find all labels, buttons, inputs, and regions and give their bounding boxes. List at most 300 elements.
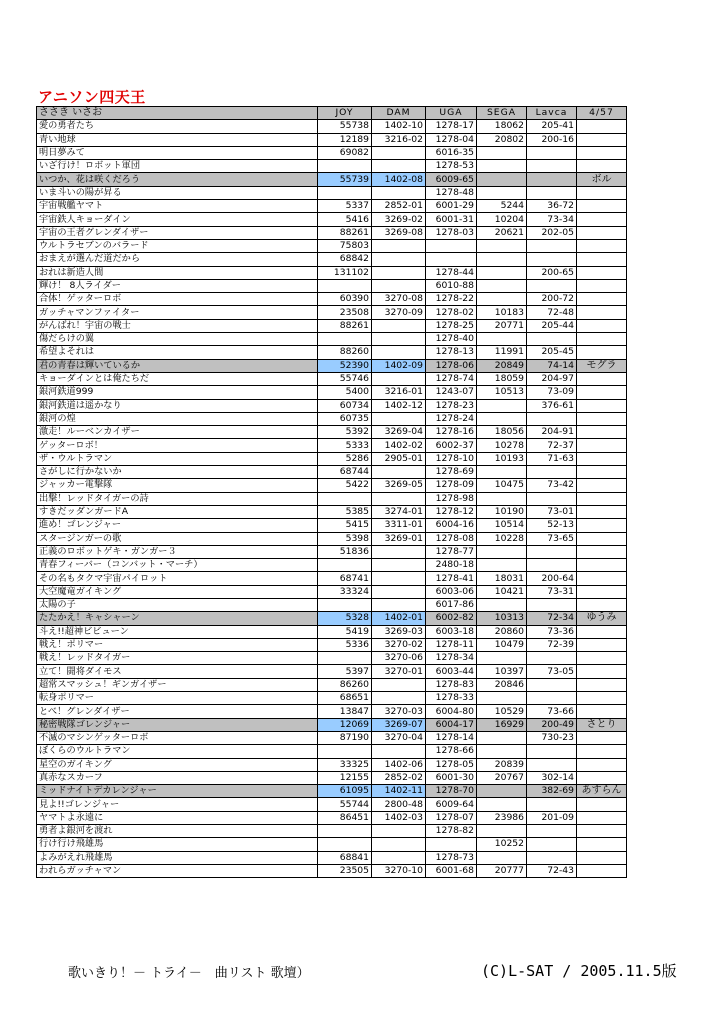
lavca-number: 73-34 bbox=[527, 213, 577, 226]
table-row bbox=[37, 279, 627, 292]
table-row bbox=[37, 785, 627, 798]
singer-mark bbox=[577, 479, 627, 492]
lavca-number: 72-43 bbox=[527, 864, 577, 877]
song-title: ジャッカー電撃隊 bbox=[37, 479, 318, 492]
song-title: いつか、花は咲くだろう bbox=[37, 173, 318, 186]
lavca-number: 73-66 bbox=[527, 705, 577, 718]
singer-mark bbox=[577, 798, 627, 811]
table-row bbox=[37, 718, 627, 731]
dam-number bbox=[372, 838, 426, 851]
col-header-uga: UGA bbox=[426, 107, 477, 120]
song-title: 銀河鉄道999 bbox=[37, 386, 318, 399]
dam-number: 3270-09 bbox=[372, 306, 426, 319]
footer-copyright: (C)L-SAT / 2005.11.5版 bbox=[481, 962, 677, 980]
dam-number: 3270-06 bbox=[372, 652, 426, 665]
table-row bbox=[37, 492, 627, 505]
lavca-number: 205-41 bbox=[527, 120, 577, 133]
sega-number bbox=[477, 173, 527, 186]
sega-number: 20777 bbox=[477, 864, 527, 877]
song-title: 愛の勇者たち bbox=[37, 120, 318, 133]
sega-number bbox=[477, 293, 527, 306]
uga-number: 1278-04 bbox=[426, 133, 477, 146]
uga-number: 1278-13 bbox=[426, 346, 477, 359]
song-title: 行け行け飛雄馬 bbox=[37, 838, 318, 851]
sega-number bbox=[477, 785, 527, 798]
song-title: 秘密戦隊ゴレンジャー bbox=[37, 718, 318, 731]
lavca-number: 205-44 bbox=[527, 319, 577, 332]
joy-number: 52390 bbox=[318, 359, 372, 372]
table-row bbox=[37, 545, 627, 558]
table-row bbox=[37, 479, 627, 492]
song-title: 戦え！レッドタイガー bbox=[37, 652, 318, 665]
song-title: 転身ポリマー bbox=[37, 692, 318, 705]
lavca-number bbox=[527, 825, 577, 838]
uga-number: 1278-06 bbox=[426, 359, 477, 372]
lavca-number: 730-23 bbox=[527, 731, 577, 744]
joy-number: 55744 bbox=[318, 798, 372, 811]
uga-number: 1278-08 bbox=[426, 532, 477, 545]
uga-number bbox=[426, 253, 477, 266]
dam-number: 3216-02 bbox=[372, 133, 426, 146]
uga-number: 1278-70 bbox=[426, 785, 477, 798]
sega-number: 10183 bbox=[477, 306, 527, 319]
dam-number: 1402-08 bbox=[372, 173, 426, 186]
song-title: おれは新造人間 bbox=[37, 266, 318, 279]
dam-number: 3274-01 bbox=[372, 505, 426, 518]
singer-mark bbox=[577, 585, 627, 598]
lavca-number bbox=[527, 146, 577, 159]
uga-number: 1278-12 bbox=[426, 505, 477, 518]
singer-mark bbox=[577, 545, 627, 558]
singer-mark bbox=[577, 133, 627, 146]
uga-number: 1278-25 bbox=[426, 319, 477, 332]
table-row bbox=[37, 399, 627, 412]
song-title: 宇宙の王者グレンダイザー bbox=[37, 226, 318, 239]
singer-mark: モグラ bbox=[577, 359, 627, 372]
table-row bbox=[37, 851, 627, 864]
sega-number: 18059 bbox=[477, 372, 527, 385]
uga-number: 1278-09 bbox=[426, 479, 477, 492]
joy-number: 86451 bbox=[318, 811, 372, 824]
sega-number bbox=[477, 239, 527, 252]
lavca-number bbox=[527, 186, 577, 199]
uga-number: 1278-48 bbox=[426, 186, 477, 199]
sega-number: 10529 bbox=[477, 705, 527, 718]
table-row bbox=[37, 412, 627, 425]
sega-number: 11991 bbox=[477, 346, 527, 359]
singer-mark bbox=[577, 346, 627, 359]
uga-number: 1278-05 bbox=[426, 758, 477, 771]
uga-number: 1278-16 bbox=[426, 426, 477, 439]
table-row bbox=[37, 146, 627, 159]
song-table bbox=[36, 106, 627, 878]
dam-number bbox=[372, 585, 426, 598]
joy-number: 5286 bbox=[318, 452, 372, 465]
lavca-number bbox=[527, 253, 577, 266]
table-row bbox=[37, 559, 627, 572]
sega-number bbox=[477, 160, 527, 173]
joy-number: 60735 bbox=[318, 412, 372, 425]
sega-number bbox=[477, 186, 527, 199]
uga-number: 6009-65 bbox=[426, 173, 477, 186]
lavca-number bbox=[527, 466, 577, 479]
song-title: 真赤なスカーフ bbox=[37, 771, 318, 784]
singer-mark: あすらん bbox=[577, 785, 627, 798]
sega-number: 23986 bbox=[477, 811, 527, 824]
joy-number bbox=[318, 279, 372, 292]
singer-mark bbox=[577, 572, 627, 585]
lavca-number: 71-63 bbox=[527, 452, 577, 465]
uga-number: 1278-07 bbox=[426, 811, 477, 824]
song-title: 出撃！レッドタイガーの詩 bbox=[37, 492, 318, 505]
lavca-number: 52-13 bbox=[527, 519, 577, 532]
joy-number: 5397 bbox=[318, 665, 372, 678]
uga-number: 1278-03 bbox=[426, 226, 477, 239]
joy-number: 55738 bbox=[318, 120, 372, 133]
singer-mark bbox=[577, 266, 627, 279]
lavca-number: 382-69 bbox=[527, 785, 577, 798]
sega-number bbox=[477, 652, 527, 665]
lavca-number: 36-72 bbox=[527, 200, 577, 213]
dam-number: 3270-02 bbox=[372, 638, 426, 651]
sega-number: 10204 bbox=[477, 213, 527, 226]
table-row bbox=[37, 346, 627, 359]
singer-mark bbox=[577, 306, 627, 319]
uga-number: 1278-10 bbox=[426, 452, 477, 465]
uga-number: 6001-30 bbox=[426, 771, 477, 784]
lavca-number: 200-16 bbox=[527, 133, 577, 146]
dam-number bbox=[372, 598, 426, 611]
singer-mark bbox=[577, 652, 627, 665]
singer-mark bbox=[577, 864, 627, 877]
lavca-number: 204-91 bbox=[527, 426, 577, 439]
joy-number: 5416 bbox=[318, 213, 372, 226]
sega-number bbox=[477, 692, 527, 705]
col-header-sega: SEGA bbox=[477, 107, 527, 120]
lavca-number bbox=[527, 559, 577, 572]
lavca-number: 201-09 bbox=[527, 811, 577, 824]
dam-number bbox=[372, 333, 426, 346]
lavca-number bbox=[527, 598, 577, 611]
table-row bbox=[37, 625, 627, 638]
lavca-number: 200-49 bbox=[527, 718, 577, 731]
lavca-number: 72-34 bbox=[527, 612, 577, 625]
joy-number: 33324 bbox=[318, 585, 372, 598]
joy-number: 68842 bbox=[318, 253, 372, 266]
table-row bbox=[37, 439, 627, 452]
uga-number: 1243-07 bbox=[426, 386, 477, 399]
singer-mark bbox=[577, 439, 627, 452]
lavca-number: 200-65 bbox=[527, 266, 577, 279]
sega-number bbox=[477, 731, 527, 744]
song-title: 輝け！ 8人ライダー bbox=[37, 279, 318, 292]
song-title: ザ・ウルトラマン bbox=[37, 452, 318, 465]
table-row bbox=[37, 239, 627, 252]
lavca-number: 204-97 bbox=[527, 372, 577, 385]
dam-number bbox=[372, 825, 426, 838]
singer-mark bbox=[577, 120, 627, 133]
sega-number: 10514 bbox=[477, 519, 527, 532]
table-header-row bbox=[37, 107, 627, 120]
dam-number bbox=[372, 545, 426, 558]
sega-number bbox=[477, 492, 527, 505]
uga-number: 6004-17 bbox=[426, 718, 477, 731]
joy-number bbox=[318, 160, 372, 173]
song-title: 星空のガイキング bbox=[37, 758, 318, 771]
dam-number: 1402-12 bbox=[372, 399, 426, 412]
dam-number: 3269-01 bbox=[372, 532, 426, 545]
singer-mark bbox=[577, 598, 627, 611]
table-row bbox=[37, 333, 627, 346]
joy-number: 12069 bbox=[318, 718, 372, 731]
joy-number bbox=[318, 559, 372, 572]
lavca-number bbox=[527, 412, 577, 425]
song-title: ヤマトよ永遠に bbox=[37, 811, 318, 824]
uga-number: 6004-80 bbox=[426, 705, 477, 718]
uga-number bbox=[426, 239, 477, 252]
uga-number: 6016-35 bbox=[426, 146, 477, 159]
sega-number bbox=[477, 253, 527, 266]
singer-mark bbox=[577, 705, 627, 718]
table-row bbox=[37, 226, 627, 239]
uga-number: 6003-18 bbox=[426, 625, 477, 638]
song-title: 斗え!!超神ビビューン bbox=[37, 625, 318, 638]
joy-number: 68744 bbox=[318, 466, 372, 479]
dam-number bbox=[372, 851, 426, 864]
uga-number: 6001-68 bbox=[426, 864, 477, 877]
singer-mark bbox=[577, 559, 627, 572]
song-title: よみがえれ飛雄馬 bbox=[37, 851, 318, 864]
uga-number: 1278-41 bbox=[426, 572, 477, 585]
singer-mark bbox=[577, 319, 627, 332]
col-header-joy: JOY bbox=[318, 107, 372, 120]
dam-number: 3311-01 bbox=[372, 519, 426, 532]
table-row bbox=[37, 665, 627, 678]
uga-number: 1278-22 bbox=[426, 293, 477, 306]
joy-number: 60734 bbox=[318, 399, 372, 412]
singer-mark bbox=[577, 638, 627, 651]
dam-number bbox=[372, 692, 426, 705]
lavca-number bbox=[527, 545, 577, 558]
singer-mark bbox=[577, 399, 627, 412]
table-row bbox=[37, 638, 627, 651]
song-title: 戦え！ポリマー bbox=[37, 638, 318, 651]
sega-number: 20621 bbox=[477, 226, 527, 239]
joy-number: 75803 bbox=[318, 239, 372, 252]
dam-number bbox=[372, 146, 426, 159]
singer-mark bbox=[577, 412, 627, 425]
uga-number: 1278-34 bbox=[426, 652, 477, 665]
singer-mark bbox=[577, 333, 627, 346]
sega-number: 20802 bbox=[477, 133, 527, 146]
singer-mark bbox=[577, 200, 627, 213]
song-title: 大空魔竜ガイキング bbox=[37, 585, 318, 598]
sega-number bbox=[477, 598, 527, 611]
joy-number: 5400 bbox=[318, 386, 372, 399]
song-title: ぼくらのウルトラマン bbox=[37, 745, 318, 758]
lavca-number bbox=[527, 678, 577, 691]
joy-number: 23505 bbox=[318, 864, 372, 877]
singer-mark: ボル bbox=[577, 173, 627, 186]
sega-number bbox=[477, 745, 527, 758]
table-row bbox=[37, 692, 627, 705]
joy-number bbox=[318, 598, 372, 611]
uga-number: 1278-98 bbox=[426, 492, 477, 505]
song-title: キョーダインとは俺たちだ bbox=[37, 372, 318, 385]
dam-number bbox=[372, 279, 426, 292]
uga-number: 6004-16 bbox=[426, 519, 477, 532]
song-title: 宇宙鉄人キョーダイン bbox=[37, 213, 318, 226]
dam-number bbox=[372, 346, 426, 359]
joy-number: 12155 bbox=[318, 771, 372, 784]
joy-number bbox=[318, 838, 372, 851]
lavca-number: 72-48 bbox=[527, 306, 577, 319]
singer-mark bbox=[577, 505, 627, 518]
song-title: 銀河の煌 bbox=[37, 412, 318, 425]
lavca-number: 72-37 bbox=[527, 439, 577, 452]
table-row bbox=[37, 213, 627, 226]
joy-number: 5333 bbox=[318, 439, 372, 452]
sega-number: 20846 bbox=[477, 678, 527, 691]
singer-mark bbox=[577, 426, 627, 439]
song-title: 進め！ゴレンジャー bbox=[37, 519, 318, 532]
song-title: たたかえ！キャシャーン bbox=[37, 612, 318, 625]
dam-number bbox=[372, 319, 426, 332]
lavca-number bbox=[527, 851, 577, 864]
uga-number: 1278-66 bbox=[426, 745, 477, 758]
table-row bbox=[37, 160, 627, 173]
dam-number: 1402-01 bbox=[372, 612, 426, 625]
table-row bbox=[37, 864, 627, 877]
song-title: とべ！グレンダイザー bbox=[37, 705, 318, 718]
table-row bbox=[37, 825, 627, 838]
sega-number: 20849 bbox=[477, 359, 527, 372]
joy-number: 88261 bbox=[318, 319, 372, 332]
table-row bbox=[37, 452, 627, 465]
uga-number: 1278-73 bbox=[426, 851, 477, 864]
uga-number: 6001-31 bbox=[426, 213, 477, 226]
singer-mark bbox=[577, 692, 627, 705]
song-title: いま斗いの陽が昇る bbox=[37, 186, 318, 199]
lavca-number: 376-61 bbox=[527, 399, 577, 412]
table-row bbox=[37, 293, 627, 306]
uga-number: 1278-33 bbox=[426, 692, 477, 705]
dam-number bbox=[372, 559, 426, 572]
dam-number: 3270-10 bbox=[372, 864, 426, 877]
dam-number bbox=[372, 572, 426, 585]
dam-number: 3269-05 bbox=[372, 479, 426, 492]
song-title: 君の青春は輝いているか bbox=[37, 359, 318, 372]
uga-number: 1278-44 bbox=[426, 266, 477, 279]
song-title: 立て！闘将ダイモス bbox=[37, 665, 318, 678]
table-row bbox=[37, 372, 627, 385]
uga-number: 6003-06 bbox=[426, 585, 477, 598]
singer-mark bbox=[577, 492, 627, 505]
dam-number: 1402-03 bbox=[372, 811, 426, 824]
table-row bbox=[37, 319, 627, 332]
table-row bbox=[37, 186, 627, 199]
lavca-number bbox=[527, 692, 577, 705]
song-title: 太陽の子 bbox=[37, 598, 318, 611]
joy-number: 88261 bbox=[318, 226, 372, 239]
lavca-number: 73-36 bbox=[527, 625, 577, 638]
song-title: ゲッターロボ！ bbox=[37, 439, 318, 452]
dam-number: 1402-10 bbox=[372, 120, 426, 133]
sega-number: 10190 bbox=[477, 505, 527, 518]
song-title: いざ行け！ロボット軍団 bbox=[37, 160, 318, 173]
singer-mark bbox=[577, 678, 627, 691]
joy-number: 61095 bbox=[318, 785, 372, 798]
song-title: 勇者よ銀河を渡れ bbox=[37, 825, 318, 838]
footer-list-name: 歌いきり！－ トライ－ 曲リスト 歌壇） bbox=[68, 966, 310, 981]
table-row bbox=[37, 253, 627, 266]
uga-number: 1278-83 bbox=[426, 678, 477, 691]
sega-number: 10513 bbox=[477, 386, 527, 399]
sega-number: 18031 bbox=[477, 572, 527, 585]
song-title: 宇宙戦艦ヤマト bbox=[37, 200, 318, 213]
joy-number: 5422 bbox=[318, 479, 372, 492]
lavca-number bbox=[527, 239, 577, 252]
table-row bbox=[37, 359, 627, 372]
song-title: 青春フィーバー（コンバット・マーチ） bbox=[37, 559, 318, 572]
dam-number bbox=[372, 678, 426, 691]
lavca-number bbox=[527, 798, 577, 811]
uga-number: 1278-17 bbox=[426, 120, 477, 133]
table-row bbox=[37, 386, 627, 399]
song-title: 合体！ゲッターロボ bbox=[37, 293, 318, 306]
joy-number: 87190 bbox=[318, 731, 372, 744]
table-row bbox=[37, 612, 627, 625]
singer-mark: ゆうみ bbox=[577, 612, 627, 625]
lavca-number: 73-09 bbox=[527, 386, 577, 399]
dam-number: 3216-01 bbox=[372, 386, 426, 399]
col-header-dam: DAM bbox=[372, 107, 426, 120]
sega-number bbox=[477, 825, 527, 838]
lavca-number bbox=[527, 173, 577, 186]
lavca-number bbox=[527, 652, 577, 665]
joy-number: 13847 bbox=[318, 705, 372, 718]
lavca-number: 72-39 bbox=[527, 638, 577, 651]
singer-mark bbox=[577, 665, 627, 678]
song-title: スタージンガーの歌 bbox=[37, 532, 318, 545]
dam-number bbox=[372, 239, 426, 252]
dam-number: 1402-09 bbox=[372, 359, 426, 372]
singer-mark bbox=[577, 279, 627, 292]
song-title: 銀河鉄道は遥かなり bbox=[37, 399, 318, 412]
joy-number bbox=[318, 186, 372, 199]
sega-number: 10479 bbox=[477, 638, 527, 651]
table-row bbox=[37, 678, 627, 691]
table-row bbox=[37, 652, 627, 665]
singer-mark bbox=[577, 386, 627, 399]
singer-mark bbox=[577, 372, 627, 385]
singer-mark bbox=[577, 186, 627, 199]
table-row bbox=[37, 811, 627, 824]
song-title: 見よ!!ゴレンジャー bbox=[37, 798, 318, 811]
dam-number bbox=[372, 412, 426, 425]
table-row bbox=[37, 771, 627, 784]
uga-number: 1278-40 bbox=[426, 333, 477, 346]
singer-mark bbox=[577, 838, 627, 851]
joy-number: 55739 bbox=[318, 173, 372, 186]
table-row bbox=[37, 505, 627, 518]
song-title: われらガッチャマン bbox=[37, 864, 318, 877]
sega-number: 18056 bbox=[477, 426, 527, 439]
joy-number: 5336 bbox=[318, 638, 372, 651]
song-title: 明日夢みて bbox=[37, 146, 318, 159]
dam-number: 3270-03 bbox=[372, 705, 426, 718]
uga-number: 6001-29 bbox=[426, 200, 477, 213]
